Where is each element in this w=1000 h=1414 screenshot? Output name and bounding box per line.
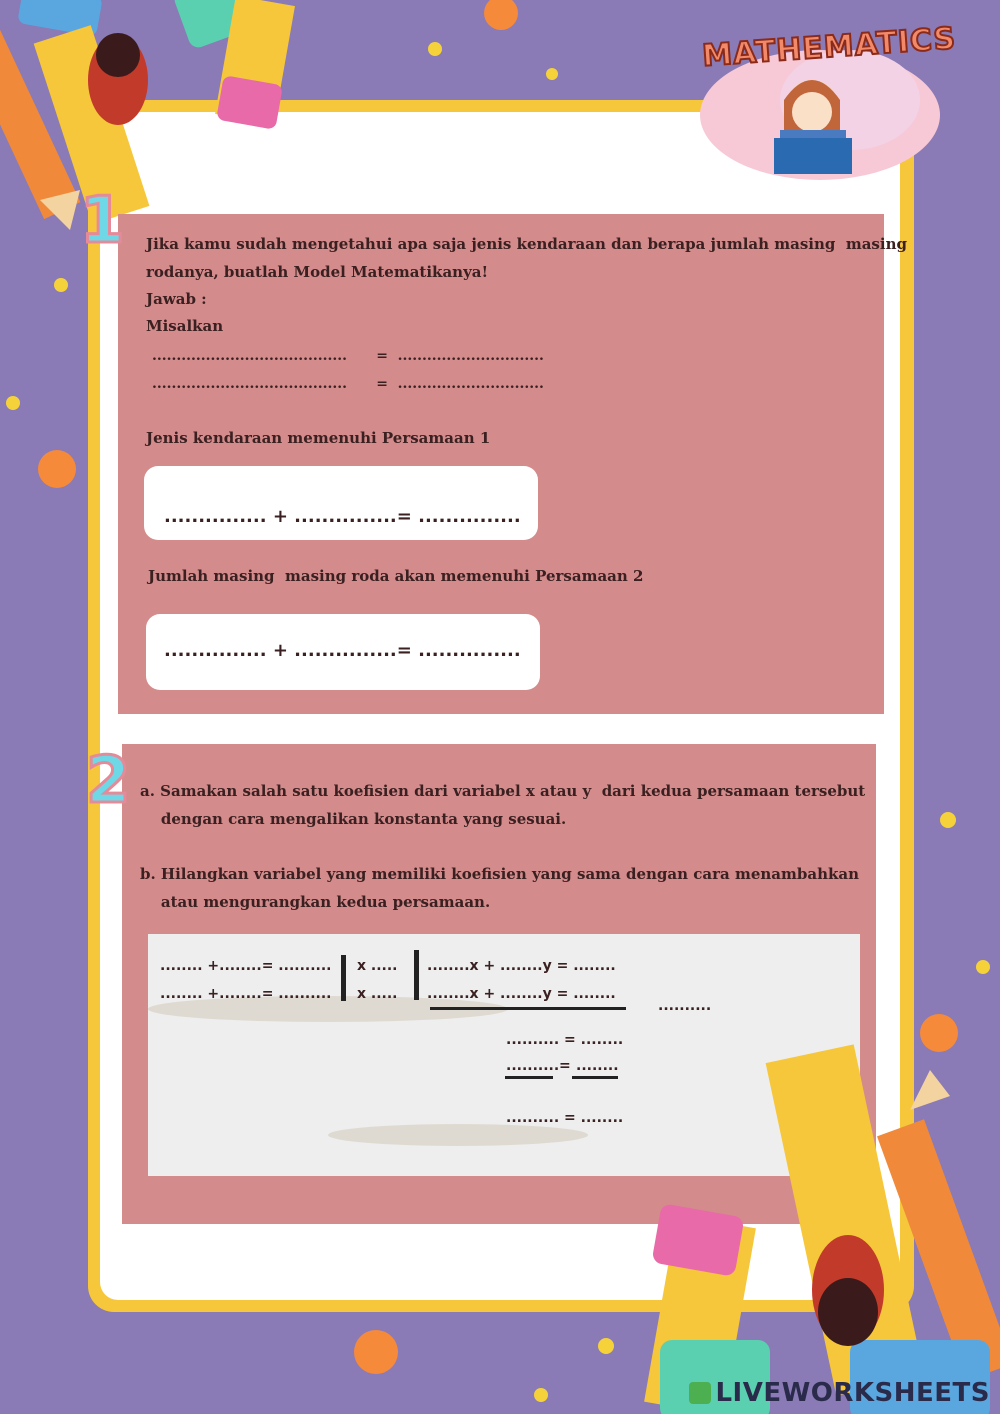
step-b-line2: atau mengurangkan kedua persamaan. — [140, 893, 491, 911]
section-1-number: 1 — [80, 184, 125, 258]
elimination-left-row2[interactable]: ........ +........= .......... — [160, 986, 332, 1002]
sum-line — [430, 1007, 626, 1010]
watermark-text: LIVEWORKSHEETS — [715, 1378, 990, 1408]
elimination-right-row1[interactable]: ........x + ........y = ........ — [427, 958, 616, 974]
pencil-ruler-illustration-bottom — [620, 1040, 1000, 1414]
pencil-ruler-illustration — [0, 0, 320, 240]
wood-grain — [328, 1124, 588, 1146]
decor-dot — [534, 1388, 548, 1402]
decor-dot — [484, 0, 518, 30]
decor-dot — [54, 278, 68, 292]
equation-1-blank[interactable]: ............... + ...............= ............... — [164, 506, 521, 527]
result-step-2-denominator[interactable]: ........ — [576, 1058, 619, 1074]
equation-2-blank[interactable]: ............... + ...............= ............... — [164, 640, 521, 661]
result-step-2-numerator[interactable]: .......... — [506, 1058, 560, 1074]
decor-dot — [598, 1338, 614, 1354]
result-step-3[interactable]: .......... = ........ — [506, 1110, 624, 1126]
step-a-line1: a. Samakan salah satu koefisien dari variabel x atau y dari kedua persamaan tersebut — [140, 782, 866, 800]
decor-dot — [546, 68, 558, 80]
equation-2-label: Jumlah masing masing roda akan memenuhi Persamaan 2 — [148, 567, 644, 585]
let-line-1[interactable]: ........................................ = .............................. — [152, 348, 544, 364]
decor-dot — [976, 960, 990, 974]
bracket-right — [414, 950, 419, 1000]
operation-blank[interactable]: .......... — [658, 998, 712, 1014]
multiplier-row1[interactable]: x ..... — [357, 958, 398, 974]
multiplier-row2[interactable]: x ..... — [357, 986, 398, 1002]
decor-dot — [428, 42, 442, 56]
fraction-line-right — [572, 1076, 618, 1079]
equation-1-label: Jenis kendaraan memenuhi Persamaan 1 — [146, 429, 491, 447]
result-step-1[interactable]: .......... = ........ — [506, 1032, 624, 1048]
elimination-right-row2[interactable]: ........x + ........y = ........ — [427, 986, 616, 1002]
equation-1-box[interactable] — [144, 466, 538, 540]
step-a-line2: dengan cara mengalikan konstanta yang sesuai. — [140, 810, 567, 828]
decor-dot — [354, 1330, 398, 1374]
decor-dot — [6, 396, 20, 410]
question-1-line2: rodanya, buatlah Model Matematikanya! — [146, 263, 489, 281]
bracket-left — [341, 955, 346, 1001]
answer-label: Jawab : — [146, 290, 207, 308]
result-step-2-equals: = — [559, 1058, 571, 1074]
decor-dot — [38, 450, 76, 488]
decor-dot — [940, 812, 956, 828]
liveworksheets-watermark[interactable] — [689, 1378, 990, 1408]
liveworksheets-logo-icon — [689, 1382, 711, 1404]
step-b-line1: b. Hilangkan variabel yang memiliki koefisien yang sama dengan cara menambahkan — [140, 865, 860, 883]
fraction-line-left — [505, 1076, 553, 1079]
question-1-line1: Jika kamu sudah mengetahui apa saja jenis kendaraan dan berapa jumlah masing masing — [146, 235, 907, 253]
let-line-2[interactable]: ........................................ = .............................. — [152, 376, 544, 392]
badge-title: MATHEMATICS — [701, 21, 958, 74]
section-2-number: 2 — [86, 744, 131, 818]
suppose-label: Misalkan — [146, 317, 224, 335]
elimination-left-row1[interactable]: ........ +........= .......... — [160, 958, 332, 974]
